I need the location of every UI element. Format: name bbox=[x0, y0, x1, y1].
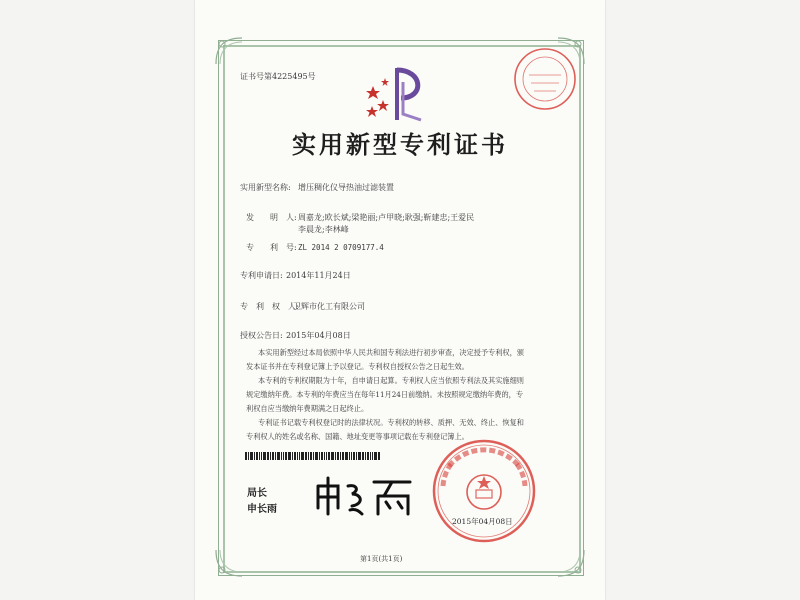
director-title: 局长 bbox=[247, 488, 267, 499]
patentee-value: 卫辉市化工有限公司 bbox=[293, 302, 365, 311]
grant-date-value: 2015年04月08日 bbox=[286, 331, 351, 340]
utility-model-name-label: 实用新型名称: bbox=[240, 183, 291, 192]
director-name: 申长雨 bbox=[247, 504, 277, 515]
patent-number-label: 专 利 号: bbox=[246, 243, 297, 252]
paragraph-2-line-3: 利权自应当缴纳年费期满之日起终止。 bbox=[246, 404, 369, 413]
paragraph-1-line-1: 本实用新型经过本局依照中华人民共和国专利法进行初步审查，决定授予专利权，颁 bbox=[258, 348, 524, 357]
paragraph-3-line-2: 专利权人的姓名或名称、国籍、地址变更等事项记载在专利登记簿上。 bbox=[246, 432, 469, 441]
director-signature bbox=[312, 474, 416, 518]
barcode bbox=[245, 452, 420, 460]
inventors-line1: 周嘉龙;欧长斌;梁艳丽;卢甲晓;耿强;靳建忠;王爱民 bbox=[298, 213, 475, 222]
corner-ornament-top-left bbox=[212, 34, 246, 68]
grant-date-label: 授权公告日: bbox=[240, 331, 283, 340]
top-stamp-seal bbox=[511, 45, 579, 113]
patent-office-logo-icon bbox=[363, 64, 435, 124]
paragraph-3-line-1: 专利证书记载专利权登记时的法律状况。专利权的转移、质押、无效、终止、恢复和 bbox=[258, 418, 524, 427]
seal-date: 2015年04月08日 bbox=[452, 517, 513, 526]
utility-model-name-value: 增压稠化仪导热油过滤装置 bbox=[298, 183, 394, 192]
page-footer: 第1页(共1页) bbox=[360, 555, 403, 563]
corner-ornament-bottom-left bbox=[212, 546, 246, 580]
paragraph-2-line-1: 本专利的专利权期限为十年，自申请日起算。专利权人应当依照专利法及其实施细则 bbox=[258, 376, 524, 385]
certificate-title: 实用新型专利证书 bbox=[292, 130, 508, 159]
corner-ornament-bottom-right bbox=[554, 546, 588, 580]
certificate-number: 证书号第4225495号 bbox=[240, 72, 316, 81]
paragraph-2-line-2: 规定缴纳年费。本专利的年费应当在每年11月24日前缴纳。未按照规定缴纳年费的，专 bbox=[246, 390, 524, 399]
national-ipa-seal bbox=[429, 436, 539, 546]
patent-number-value: ZL 2014 2 0709177.4 bbox=[298, 243, 384, 252]
paragraph-1-line-2: 发本证书并在专利登记簿上予以登记。专利权自授权公告之日起生效。 bbox=[246, 362, 469, 371]
inventor-label: 发 明 人: bbox=[246, 213, 297, 222]
application-date-value: 2014年11月24日 bbox=[286, 271, 351, 280]
patentee-label: 专 利 权 人: bbox=[240, 302, 299, 311]
application-date-label: 专利申请日: bbox=[240, 271, 283, 280]
inventors-line2: 李晨龙;李林峰 bbox=[298, 225, 349, 234]
